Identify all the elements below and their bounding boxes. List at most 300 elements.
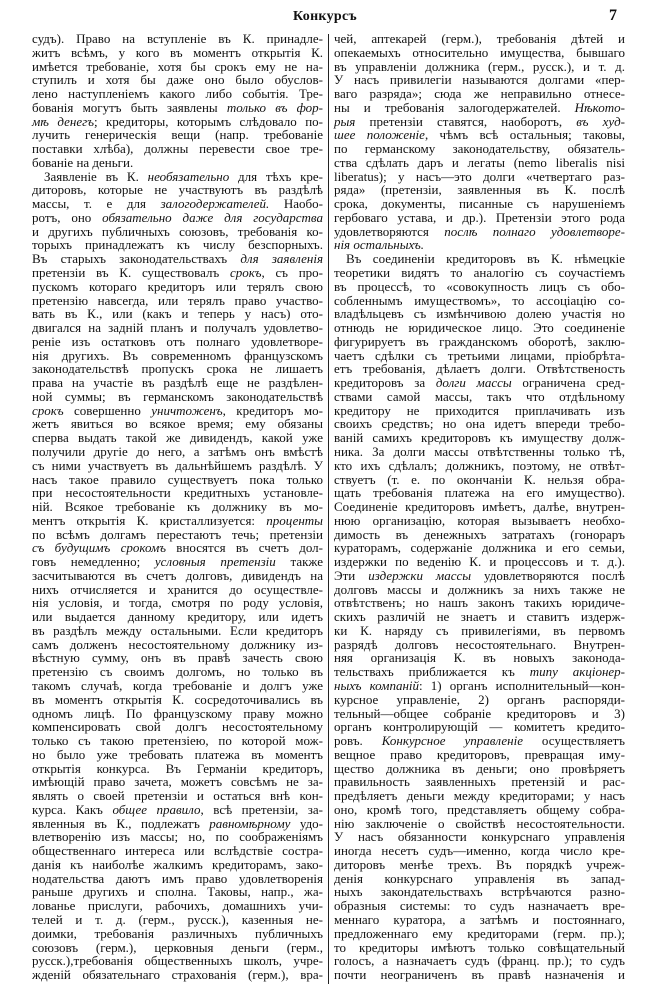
text-run: имѣющій право зачета, можетъ совсѣмъ не за- (32, 774, 323, 790)
text-run: ограничена сред- (511, 375, 625, 391)
text-line (32, 156, 323, 170)
text-run: нихъ отчисляется и хранится до осуществле- (32, 581, 323, 597)
text-run: вещное право кредиторовъ, превращая иму- (334, 746, 625, 762)
text-line (334, 252, 625, 266)
text-line (32, 596, 323, 610)
page-number: 7 (609, 7, 617, 24)
text-run: пускомъ котораго кредиторъ или терялъ свою (32, 278, 323, 294)
text-line (32, 197, 323, 211)
text-run: жетъ явиться во всякое время; ему обязаны (32, 416, 323, 432)
text-run: диторовъ менѣе трехъ. Въ порядкѣ учреж- (334, 856, 625, 872)
text-run: ника. За долги массы отвѣтственны только тѣ, (334, 443, 625, 459)
text-run: удовлетворяются послѣ (471, 567, 625, 583)
text-line (334, 197, 625, 211)
text-run: Соединеніе кредиторовъ имѣетъ, далѣе, внутрен- (334, 499, 625, 515)
text-run: Заявленіе въ К. (44, 168, 148, 184)
text-run: кредитору не приходится приплачивать изъ (334, 402, 625, 418)
text-run: органъ контролирующій — комитетъ кредито- (334, 719, 625, 735)
italic-emphasis: срокъ (229, 265, 262, 281)
text-run: вносятся въ счетъ дол- (166, 540, 323, 556)
italic-emphasis: необязательно (147, 168, 230, 184)
text-run: ствами самой массы, такъ что отдѣльному (334, 388, 625, 404)
text-line (334, 610, 625, 624)
text-line (32, 679, 323, 693)
text-run: удовлетворяются (334, 223, 445, 239)
text-line (334, 638, 625, 652)
text-line (32, 404, 323, 418)
text-run: нія другихъ. Въ современномъ французскомъ (32, 347, 323, 363)
text-run: телей и т. д. (герм., русск.), казенныя не- (32, 912, 323, 927)
text-run: претензіи въ К. существовалъ (32, 265, 230, 281)
text-run: оно, кромѣ того, представляетъ общему собра- (334, 801, 625, 817)
text-line (32, 238, 323, 252)
right-text-column (334, 32, 625, 982)
text-run: русск.),требованія общественныхъ школъ, учре- (32, 953, 323, 969)
text-run: Эти (334, 567, 369, 583)
text-line (32, 789, 323, 803)
text-line (32, 665, 323, 679)
text-run: чаетъ сдѣлки съ третьими лицами, пріобрѣта- (334, 347, 625, 363)
text-run: долговъ массы и должникъ за нихъ также не (334, 581, 625, 597)
text-line (334, 693, 625, 707)
text-run: самъ долженъ несостоятельному должнику из- (32, 636, 323, 652)
text-line (32, 624, 323, 638)
text-line (334, 60, 625, 74)
text-line (32, 941, 323, 955)
text-run: торыхъ принадлежатъ къ числу безспорныхъ. (32, 237, 323, 253)
text-run: осуществляетъ (522, 733, 626, 749)
text-run: голосъ, а назначаетъ судъ (франц. пр.); то судъ (334, 953, 625, 969)
text-line (334, 844, 625, 858)
text-line (334, 459, 625, 473)
text-run: бованіе на деньги. (32, 154, 134, 170)
text-run: раньше другихъ и сполна. Таковы, напр., жа- (32, 884, 323, 900)
text-line (334, 885, 625, 899)
text-run: теоретики видятъ то аналогію съ соучастіемъ (334, 265, 625, 281)
text-run: владѣльцевъ съ измѣнчивою долею участія но (334, 306, 625, 322)
text-run: въ процессѣ, то «совокупность лицъ съ обо- (334, 278, 625, 294)
text-run: ровъ. (334, 733, 382, 749)
italic-emphasis: общее правило (112, 801, 201, 817)
column-divider (328, 34, 329, 984)
text-run: ментъ открытія К. кристаллизуется: (32, 512, 267, 528)
text-line (334, 968, 625, 982)
text-line (32, 417, 323, 431)
italic-emphasis: съ будущимъ срокомъ (32, 540, 166, 556)
text-line (32, 87, 323, 101)
text-line (32, 142, 323, 156)
text-run: У насъ привилегіи называются долгами «пер- (334, 72, 625, 88)
text-run: поставки хлѣба), должны перевести свое тре- (32, 141, 323, 157)
text-run: данія къ наиболѣе жалкимъ кредиторамъ, зако- (32, 856, 323, 872)
text-line (32, 968, 323, 982)
text-run: , чѣмъ всѣ остальныя; таковы, (424, 127, 626, 143)
text-line (334, 142, 625, 156)
text-line (334, 280, 625, 294)
text-run: Въ соединеніи кредиторовъ въ К. нѣмецкіе (346, 251, 625, 267)
text-line (334, 101, 625, 115)
text-line (32, 830, 323, 844)
text-line (32, 73, 323, 87)
text-line (334, 417, 625, 431)
text-line (32, 651, 323, 665)
text-line (334, 775, 625, 789)
text-run: иногда несетъ судъ—именно, когда число кре- (334, 843, 625, 859)
text-line (334, 335, 625, 349)
text-line (334, 46, 625, 60)
text-run: нія условія, и тогда, смотря по роду условія, (32, 595, 323, 611)
text-line (32, 321, 323, 335)
text-run: массы, т. е для (32, 196, 161, 212)
text-line (334, 803, 625, 817)
text-line (334, 899, 625, 913)
text-line (32, 775, 323, 789)
text-line (32, 486, 323, 500)
text-line (32, 707, 323, 721)
running-head-title: Конкурсъ (293, 9, 357, 24)
text-line (334, 225, 625, 239)
text-run: ряда» (претензіи, заявленныя въ К. послѣ (334, 182, 625, 198)
text-run: для тѣхъ кре- (229, 168, 323, 184)
text-line (32, 638, 323, 652)
text-line (32, 473, 323, 487)
text-line (334, 115, 625, 129)
text-run: предложеннаго ему кредиторами (герм. пр.); (334, 925, 625, 941)
text-run: кредиторовъ за (334, 375, 436, 391)
text-line (334, 73, 625, 87)
italic-emphasis: типу акціонер- (529, 664, 625, 680)
text-line (334, 679, 625, 693)
italic-emphasis: залогодержателей. (160, 196, 270, 212)
text-line (334, 555, 625, 569)
text-line (334, 431, 625, 445)
text-line (32, 225, 323, 239)
text-line (32, 294, 323, 308)
text-run: Въ старыхъ законодательствахъ (32, 251, 241, 267)
text-run: фигурируетъ въ гражданскомъ оборотѣ, заклю- (334, 333, 625, 349)
text-run: денія конкурснаго управленія въ запад- (334, 870, 625, 886)
text-run: правильность заявленныхъ претензій и рас- (334, 774, 625, 790)
text-run: жденій обязательнаго страхованія (герм.), вра- (32, 967, 323, 983)
text-run: ки К. наряду съ привилегіями, въ первомъ (334, 622, 625, 638)
text-line (334, 830, 625, 844)
text-line (334, 404, 625, 418)
text-line (32, 376, 323, 390)
text-line (334, 720, 625, 734)
text-run: такомъ случаѣ, когда требованіе и долгъ уже (32, 677, 323, 693)
text-line (32, 170, 323, 184)
text-run: также (275, 554, 323, 570)
text-run: въ моментъ открытія К. сосредоточивались въ (32, 691, 323, 707)
text-run: но было уже требовать платежа въ моментъ (32, 746, 323, 762)
text-run: лованье прислуги, рабочихъ, домашнихъ учи- (32, 898, 323, 914)
text-run: сперва выдать такой же дивидендъ, какой уже (32, 430, 323, 446)
text-line (32, 885, 323, 899)
text-run: , всѣ претензіи, за- (200, 801, 324, 817)
text-line (334, 349, 625, 363)
text-line (334, 238, 625, 252)
text-line (32, 280, 323, 294)
italic-emphasis: издержки массы (368, 567, 472, 583)
text-run: щать требованія платежа на его имущество). (334, 485, 625, 501)
text-line (334, 266, 625, 280)
text-run: чей, аптекарей (герм.), требованія дѣтей и (334, 31, 625, 46)
text-run: етъ требованія, дѣлаетъ долги. Отвѣтственость (334, 361, 625, 377)
text-run: кураторамъ, содержаніе должника и его семьи, (334, 540, 625, 556)
text-run: лено наступленіемъ какого либо событія. Тре- (32, 86, 323, 102)
text-line (334, 500, 625, 514)
text-run: доимки, требованія различныхъ публичныхъ (32, 925, 323, 941)
text-run: курсное управленіе, 2) органъ распоряди- (334, 691, 625, 707)
text-line (334, 913, 625, 927)
text-run: кто ихъ сдѣлалъ; должникъ, поэтому, не отвѣт- (334, 457, 625, 473)
text-run: разрядѣ долговъ несостоятельнаго. Внутрен- (334, 636, 625, 652)
text-run: говъ немедленно; (32, 554, 155, 570)
text-run: являть о своей претензіи и остаться внѣ кон- (32, 788, 323, 804)
text-line (334, 211, 625, 225)
text-line (334, 486, 625, 500)
text-run: въ управленіи должника (герм., русск.), и т. д. (334, 58, 625, 74)
text-run: судъ). Право на вступленіе въ К. принадле- (32, 31, 323, 46)
text-run: при несостоятельности кредитныхъ установле- (32, 485, 323, 501)
text-line (32, 183, 323, 197)
text-run: тельный—общее собраніе кредиторовъ и 3) (334, 705, 625, 721)
text-line (32, 459, 323, 473)
text-line (334, 321, 625, 335)
text-run: житъ всѣмъ, у кого въ моментъ открытія К. (32, 44, 323, 60)
text-run: общественнаго интереса или вслѣдствіе состра- (32, 843, 323, 859)
text-run: ротъ, оно (32, 209, 103, 225)
text-line (32, 569, 323, 583)
italic-emphasis: только въ фор- (226, 99, 323, 115)
text-line (334, 596, 625, 610)
text-line (334, 624, 625, 638)
left-text-column (32, 32, 323, 982)
text-run: претензію съ своимъ долгомъ, но только въ (32, 664, 323, 680)
italic-emphasis: ныхъ компаній (334, 677, 420, 693)
text-line (334, 651, 625, 665)
text-run: или выдается данному кредитору, или идетъ (32, 609, 323, 625)
text-run: явленныя въ К., подлежатъ (32, 815, 210, 831)
text-run: нодательства даютъ имъ право удовлетворенія (32, 870, 323, 886)
text-run: ства сдѣлать даръ и легаты (nemo liberalis nisi (334, 154, 625, 170)
italic-emphasis: для заявленія (240, 251, 323, 267)
italic-emphasis: срокъ (32, 402, 64, 418)
text-line (32, 844, 323, 858)
text-line (334, 941, 625, 955)
text-run: насъ такое правило существуетъ пока только (32, 471, 323, 487)
text-run: : 1) органъ исполнительный—кон- (419, 677, 625, 693)
text-line (32, 817, 323, 831)
text-run: засчитываются въ счетъ долговъ, дивидендъ на (32, 567, 323, 583)
text-line (334, 872, 625, 886)
text-line (32, 431, 323, 445)
text-run: курса. Какъ (32, 801, 113, 817)
text-line (32, 858, 323, 872)
italic-emphasis: уничтоженъ (151, 402, 223, 418)
text-run: димость въ денежныхъ затратахъ (гонораръ (334, 526, 625, 542)
text-run: въ раздѣлъ между остальными. Если кредиторъ (32, 622, 323, 638)
text-run: щество должника въ деньги; оно провѣряетъ (334, 760, 625, 776)
text-line (334, 376, 625, 390)
text-run: , съ про- (261, 265, 324, 281)
text-line (32, 927, 323, 941)
text-run: собленнымъ имуществомъ», то ассоціацію со- (334, 292, 625, 308)
text-line (32, 128, 323, 142)
text-run: образныя системы: то судъ назначаетъ вре- (334, 898, 625, 914)
text-line (32, 445, 323, 459)
text-run: срока, документы, писанные съ нарушеніемъ (334, 196, 625, 212)
text-line (334, 858, 625, 872)
text-run: и другихъ публичныхъ союзовъ, требованія ко- (32, 223, 323, 239)
text-line (32, 555, 323, 569)
text-run: компенсировать свой долгъ несостоятельному (32, 719, 323, 735)
text-run: меннаго куратора, а затѣмъ и постояннаго, (334, 912, 625, 927)
text-run: опекаемыхъ относительно имущества, бывшаго (334, 44, 625, 60)
text-run: ваго разряда»; сюда же неправильно отнесе- (334, 86, 625, 102)
text-line (32, 60, 323, 74)
text-line (334, 762, 625, 776)
text-line (32, 528, 323, 542)
text-run: съ ними участвуетъ въ дальнѣйшемъ раздѣлѣ. У (32, 457, 323, 473)
text-run: совершенно (63, 402, 152, 418)
text-line (334, 789, 625, 803)
text-run: предѣляетъ деньги между кредиторами; у насъ (334, 788, 625, 804)
text-run: претензію навсегда, или терялъ право участво- (32, 292, 323, 308)
text-line (32, 349, 323, 363)
text-run: издержки по веденію К. и процессовъ и т. д.). (334, 554, 625, 570)
text-run: диторовъ, которые не участвуютъ въ раздѣлѣ (32, 182, 323, 198)
text-run: двигался на задній планъ и получалъ удовлетво- (32, 320, 323, 336)
text-line (32, 115, 323, 129)
text-run: ; кредиторы, которымъ слѣдовало по- (93, 113, 324, 129)
text-line (32, 954, 323, 968)
italic-emphasis: обязательно даже для государства (102, 209, 323, 225)
text-line (32, 362, 323, 376)
text-line (32, 211, 323, 225)
italic-emphasis: рыя (334, 113, 356, 129)
text-line (334, 514, 625, 528)
italic-emphasis: Конкурсное управленіе (381, 733, 523, 749)
text-run: бованія могутъ быть заявлены (32, 99, 227, 115)
text-run: реніе изъ остатковъ отъ полнаго удовлетворе- (32, 333, 323, 349)
text-line (334, 541, 625, 555)
text-line (334, 569, 625, 583)
text-line (32, 913, 323, 927)
text-line (334, 927, 625, 941)
italic-emphasis: нія остальныхъ. (334, 237, 424, 253)
text-run: , кредиторъ мо- (222, 402, 323, 418)
italic-emphasis: въ худ- (576, 113, 625, 129)
italic-emphasis: шее положеніе (334, 127, 425, 143)
text-run: няя организація К. въ новыхъ законода- (334, 650, 625, 666)
text-line (32, 32, 323, 46)
text-run: по всѣмъ долгамъ перестаютъ течь; претензіи (32, 526, 323, 542)
text-run: удо- (290, 815, 324, 831)
italic-emphasis: послѣ полнаго удовлетворе- (444, 223, 625, 239)
text-run: ступилъ и хотя бы даже оно было обуслов- (32, 72, 323, 88)
text-run: гербоваго устава, и др.). Претензіи этого рода (334, 209, 625, 225)
text-line (32, 899, 323, 913)
text-run: почти неограниченъ въ правѣ назначенія и (334, 967, 625, 983)
text-run: открытія конкурса. Въ Германіи кредиторъ, (32, 760, 323, 776)
text-run: союзовъ (герм.), церковныя деньги (герм., (32, 939, 323, 955)
text-line (334, 362, 625, 376)
text-line (334, 307, 625, 321)
text-line (32, 610, 323, 624)
text-line (334, 390, 625, 404)
text-line (32, 514, 323, 528)
italic-emphasis: Нѣкото- (574, 99, 625, 115)
text-line (334, 170, 625, 184)
text-line (334, 128, 625, 142)
text-line (32, 734, 323, 748)
text-line (334, 707, 625, 721)
text-run: Наобо- (269, 196, 323, 212)
text-line (32, 500, 323, 514)
text-line (334, 32, 625, 46)
text-run: вать въ К., или (какъ и теперь у насъ) ото- (32, 306, 323, 322)
text-run: одномъ лицѣ. По французскому праву можно (32, 705, 323, 721)
text-line (32, 872, 323, 886)
text-line (32, 803, 323, 817)
text-run: то кредиторы имѣютъ только совѣщательный (334, 939, 625, 955)
text-run: тельствахъ приближается къ (334, 664, 530, 680)
text-run: претензіи ставятся, наоборотъ, (355, 113, 577, 129)
italic-emphasis: равномѣрному (209, 815, 291, 831)
text-line (32, 335, 323, 349)
italic-emphasis: долги массы (435, 375, 512, 391)
text-run: своихъ средствъ; но она идетъ впереди требо- (334, 416, 625, 432)
text-run: законодательствѣ пропускъ срока не лишаетъ (32, 361, 323, 377)
text-line (32, 693, 323, 707)
text-line (32, 266, 323, 280)
text-line (334, 183, 625, 197)
text-line (334, 734, 625, 748)
text-run: скихъ различій не знаетъ и ставитъ издерж- (334, 609, 625, 625)
text-line (32, 541, 323, 555)
text-run: по германскому законодательству, обязатель- (334, 141, 625, 157)
text-line (334, 87, 625, 101)
text-line (32, 252, 323, 266)
text-line (32, 762, 323, 776)
text-run: liberatus); у насъ—это долги «четвертаго раз- (334, 168, 625, 184)
text-line (32, 720, 323, 734)
text-line (334, 156, 625, 170)
text-run: отвѣтственъ; но нашъ законъ такихъ юридиче- (334, 595, 625, 611)
text-run: лучить генерическія вещи (напр. требованіе (32, 127, 323, 143)
text-run: ствуетъ (т. е. по окончаніи К. нельзя обра- (334, 471, 625, 487)
italic-emphasis: проценты (266, 512, 323, 528)
italic-emphasis: мѣ денегъ (32, 113, 94, 129)
text-run: имѣется требованіе, хотя бы срокъ ему не на- (32, 58, 323, 74)
text-line (32, 748, 323, 762)
text-line (334, 583, 625, 597)
text-run: ваній самихъ кредиторовъ къ имуществу долж- (334, 430, 625, 446)
text-run: только съ такою претензіею, по которой мож- (32, 733, 323, 749)
text-line (334, 954, 625, 968)
text-line (334, 748, 625, 762)
text-run: влетворенію изъ массы; но, по соображеніямъ (32, 829, 323, 845)
text-run: ны и требованія залогодержателей. (334, 99, 575, 115)
text-line (334, 817, 625, 831)
text-line (32, 390, 323, 404)
text-line (32, 46, 323, 60)
text-line (334, 445, 625, 459)
text-run: ній. Всякое требованіе къ должнику въ мо- (32, 499, 323, 515)
text-run: отнюдь не юридическое лицо. Это соединеніе (334, 320, 625, 336)
text-line (334, 294, 625, 308)
